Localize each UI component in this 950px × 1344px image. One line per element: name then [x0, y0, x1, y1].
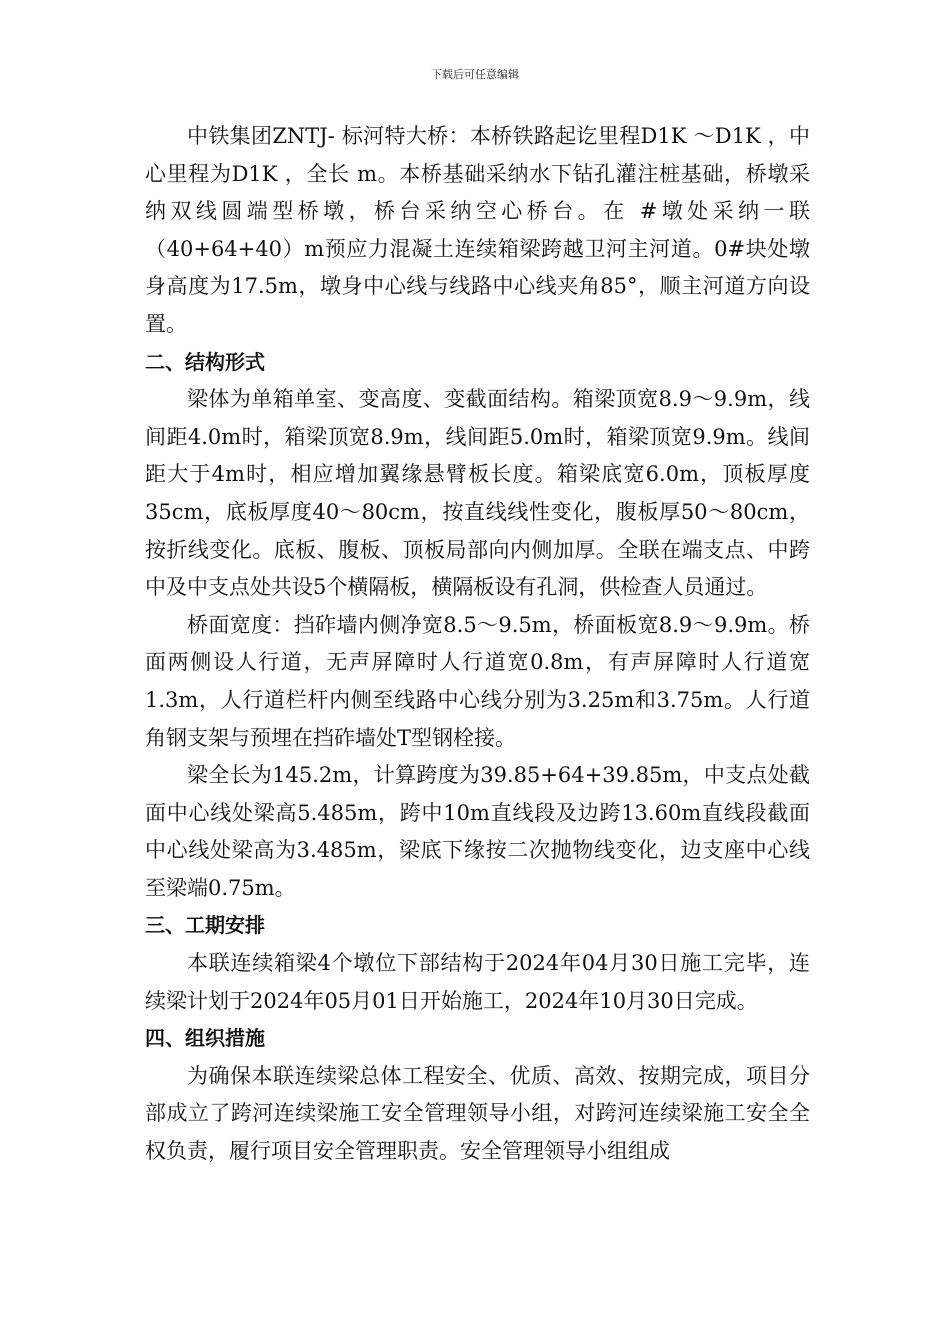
document-body	[145, 118, 810, 1171]
organization-paragraph: 为确保本联连续梁总体工程安全、优质、高效、按期完成，项目分部成立了跨河连续梁施工安全管理领导小组，对跨河连续梁施工安全全权负责，履行项目安全管理职责。安全管理领导小组组成	[145, 1063, 810, 1164]
schedule-paragraph: 本联连续箱梁4个墩位下部结构于2024年04月30日施工完毕，连续梁计划于2024年05月01日开始施工，2024年10月30日完成。	[145, 951, 810, 1013]
structure-paragraph-1: 梁体为单箱单室、变高度、变截面结构。箱梁顶宽8.9～9.9m，线间距4.0m时，箱梁顶宽8.9m，线间距5.0m时，箱梁顶宽9.9m。线间距大于4m时，相应增加翼缘悬臂板长度。箱梁底宽6.0m，顶板厚度35cm，底板厚度40～80cm，按直线线性变化，腹板厚50～80cm，按折线变化。底板、腹板、顶板局部向内侧加厚。全联在端支点、中跨中及中支点处共设5个横隔板，横隔板设有孔洞，供检查人员通过。	[145, 387, 810, 600]
intro-paragraph: 中铁集团ZNTJ- 标河特大桥：本桥铁路起讫里程D1K ～D1K ，中心里程为D1K ，全长 m。本桥基础采纳水下钻孔灌注桩基础，桥墩采纳双线圆端型桥墩，桥台采纳空心桥台。在 #墩处采纳一联（40+64+40）m预应力混凝土连续箱梁跨越卫河主河道。0#块处墩身高度为17.5m，墩身中心线与线路中心线夹角85°，顺主河道方向设置。	[145, 124, 810, 336]
section-heading-structure: 二、结构形式	[145, 349, 265, 374]
structure-paragraph-3: 梁全长为145.2m，计算跨度为39.85+64+39.85m，中支点处截面中心线处梁高5.485m，跨中10m直线段及边跨13.60m直线段截面中心线处梁高为3.485m，梁底下缘按二次抛物线变化，边支座中心线至梁端0.75m。	[145, 763, 810, 900]
header-note: 下载后可任意编辑	[431, 68, 519, 81]
section-heading-organization: 四、组织措施	[145, 1026, 265, 1051]
structure-paragraph-2: 桥面宽度：挡砟墙内侧净宽8.5～9.5m，桥面板宽8.9～9.9m。桥面两侧设人行道，无声屏障时人行道宽0.8m，有声屏障时人行道宽1.3m，人行道栏杆内侧至线路中心线分别为3.25m和3.75m。人行道角钢支架与预埋在挡砟墙处T型钢栓接。	[145, 612, 810, 750]
section-heading-schedule: 三、工期安排	[145, 913, 265, 938]
